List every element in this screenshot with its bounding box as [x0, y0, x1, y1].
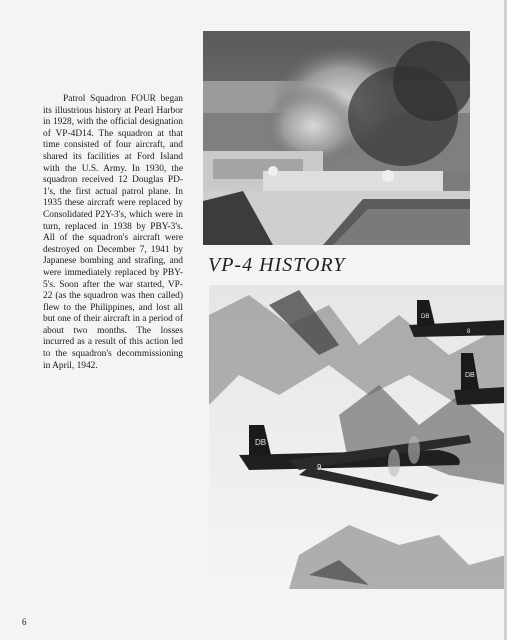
page-number: 6 — [22, 617, 27, 627]
aircraft-marking: 8 — [467, 329, 471, 335]
history-body-text — [43, 94, 183, 372]
aircraft-marking: DB — [255, 438, 267, 447]
aircraft-marking: DB — [421, 314, 430, 320]
aircraft-marking: DB — [465, 372, 475, 379]
pearl-harbor-photo-image — [203, 31, 470, 245]
history-paragraph: Patrol Squadron FOUR began its illustrious history at Pearl Harbor in 1928, with the official designation of VP-4D14. The squadron at that time consisted of four aircraft, and shared its facilities at Ford Island with the U.S. Army. In 1930, the squadron received 12 Douglas PD-1's, the first actual patrol plane. In 1935 these aircraft were replaced by Consolidated P2Y-3's, which were in turn, replaced in 1938 by PBY-3's. All of the squadron's aircraft were destroyed on December 7, 1941 by Japanese bombing and strafing, and were immediately replaced by PBY-5's. Soon after the war started, VP-22 (as the squadron was then called) flew to the Philippines, and lost all but one of their aircraft in a period of about two months. The losses incurred as a result of this action led to the squadron's decommissioning in April, 1942. — [43, 94, 183, 371]
pearl-harbor-photo — [203, 31, 470, 245]
page-heading: VP-4 HISTORY — [208, 254, 346, 276]
aircraft-photo-image — [209, 285, 506, 589]
aircraft-marking: 9 — [317, 463, 322, 472]
aircraft-photo — [209, 285, 506, 589]
